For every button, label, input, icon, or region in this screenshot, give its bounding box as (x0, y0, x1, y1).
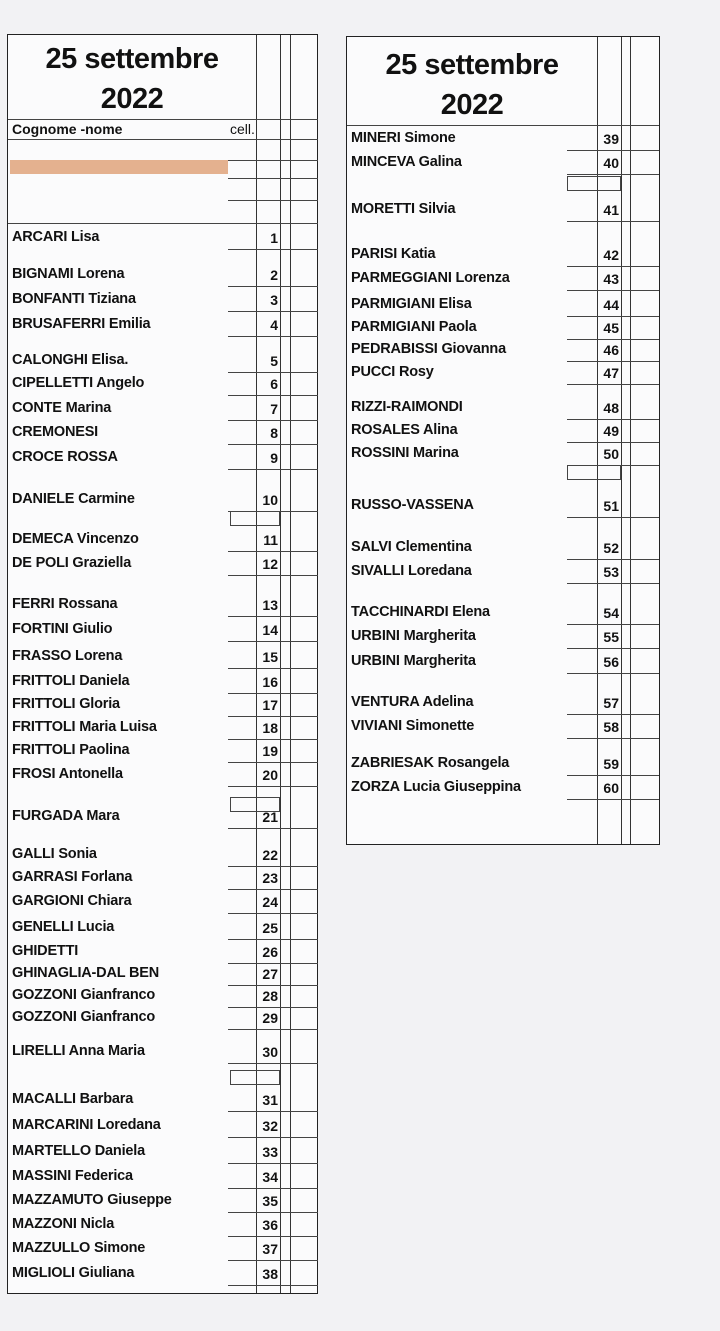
cell-number: 21 (262, 809, 278, 825)
person-name: DEMECA Vincenzo (12, 531, 139, 547)
person-name: GHIDETTI (12, 943, 79, 959)
row-divider (567, 624, 659, 625)
cell-number: 7 (270, 401, 278, 417)
person-name: MARCARINI Loredana (12, 1117, 161, 1133)
row-divider (228, 1111, 318, 1112)
person-name: GALLI Sonia (12, 846, 97, 862)
row-divider (228, 1029, 318, 1030)
row-divider (567, 384, 659, 385)
cell-number: 56 (603, 654, 619, 670)
row-divider (228, 249, 318, 250)
person-name: ZORZA Lucia Giuseppina (351, 779, 521, 795)
cell-number: 58 (603, 719, 619, 735)
person-name: GHINAGLIA-DAL BEN (12, 965, 159, 981)
row-divider (228, 828, 318, 829)
cell-number: 23 (262, 870, 278, 886)
person-name: MASSINI Federica (12, 1168, 133, 1184)
person-name: CIPELLETTI Angelo (12, 375, 145, 391)
person-name: DANIELE Carmine (12, 491, 135, 507)
row-divider (567, 648, 659, 649)
row-divider (228, 420, 318, 421)
person-name: PARISI Katia (351, 246, 436, 262)
row-divider (567, 442, 659, 443)
empty-cell-box (230, 797, 280, 812)
cell-number: 30 (262, 1044, 278, 1060)
person-name: GENELLI Lucia (12, 919, 115, 935)
person-name: BIGNAMI Lorena (12, 266, 125, 282)
cell-number: 48 (603, 400, 619, 416)
cell-number: 10 (262, 492, 278, 508)
row-divider (567, 290, 659, 291)
person-name: FRITTOLI Daniela (12, 673, 130, 689)
person-name: URBINI Margherita (351, 653, 476, 669)
row-divider (567, 775, 659, 776)
header-divider (347, 125, 659, 126)
cell-number: 41 (603, 202, 619, 218)
person-name: MAZZULLO Simone (12, 1240, 146, 1256)
cell-number: 57 (603, 695, 619, 711)
person-name: SIVALLI Loredana (351, 563, 472, 579)
person-name: VENTURA Adelina (351, 694, 474, 710)
cell-number: 17 (262, 697, 278, 713)
row-divider (228, 1137, 318, 1138)
cell-number: 44 (603, 297, 619, 313)
person-name: PEDRABISSI Giovanna (351, 341, 506, 357)
person-name: FRITTOLI Paolina (12, 742, 130, 758)
person-name: PARMIGIANI Elisa (351, 296, 472, 312)
person-name: FRITTOLI Maria Luisa (12, 719, 157, 735)
row-divider (8, 139, 318, 140)
row-divider (228, 641, 318, 642)
row-divider (228, 1285, 318, 1286)
person-name: MAZZONI Nicla (12, 1216, 115, 1232)
cell-number: 50 (603, 446, 619, 462)
person-name: MINERI Simone (351, 130, 456, 146)
cell-number: 13 (262, 597, 278, 613)
cell-number: 54 (603, 605, 619, 621)
row-divider (228, 286, 318, 287)
person-name: GARGIONI Chiara (12, 893, 132, 909)
row-divider (567, 583, 659, 584)
row-divider (228, 1163, 318, 1164)
person-name: FROSI Antonella (12, 766, 123, 782)
cell-number: 12 (262, 556, 278, 572)
cell-number: 35 (262, 1193, 278, 1209)
row-divider (228, 469, 318, 470)
cell-number: 59 (603, 756, 619, 772)
left-sheet (7, 34, 318, 1294)
person-name: CALONGHI Elisa. (12, 352, 129, 368)
row-divider (567, 221, 659, 222)
person-name: PUCCI Rosy (351, 364, 434, 380)
column-divider (630, 37, 631, 844)
person-name: LIRELLI Anna Maria (12, 1043, 145, 1059)
person-name: PARMIGIANI Paola (351, 319, 477, 335)
row-divider (228, 575, 318, 576)
header-divider (8, 119, 318, 120)
person-name: BONFANTI Tiziana (12, 291, 136, 307)
cell-number: 34 (262, 1169, 278, 1185)
row-divider (228, 1236, 318, 1237)
person-name: ROSSINI Marina (351, 445, 459, 461)
row-divider (228, 1007, 318, 1008)
person-name: ROSALES Alina (351, 422, 458, 438)
person-name: MINCEVA Galina (351, 154, 462, 170)
cell-number: 53 (603, 564, 619, 580)
row-divider (567, 339, 659, 340)
cell-number: 36 (262, 1217, 278, 1233)
cell-number: 32 (262, 1118, 278, 1134)
row-divider (228, 1188, 318, 1189)
row-divider (228, 200, 318, 201)
row-divider (228, 963, 318, 964)
cell-number: 52 (603, 540, 619, 556)
cell-number: 26 (262, 944, 278, 960)
cell-number: 14 (262, 622, 278, 638)
sheet-title-line2: 2022 (100, 83, 164, 115)
row-divider (228, 913, 318, 914)
cell-number: 6 (270, 376, 278, 392)
row-divider (567, 174, 659, 175)
row-divider (228, 762, 318, 763)
row-divider (228, 395, 318, 396)
cell-number: 38 (262, 1266, 278, 1282)
row-divider (228, 985, 318, 986)
row-divider (228, 668, 318, 669)
row-divider (567, 714, 659, 715)
person-name: FRASSO Lorena (12, 648, 123, 664)
cell-number: 8 (270, 425, 278, 441)
sheet-title-line1: 25 settembre (385, 49, 559, 81)
row-divider (228, 693, 318, 694)
row-divider (228, 1260, 318, 1261)
cell-number: 31 (262, 1092, 278, 1108)
row-divider (228, 311, 318, 312)
cell-number: 15 (262, 649, 278, 665)
cell-number: 40 (603, 155, 619, 171)
person-name: ZABRIESAK Rosangela (351, 755, 510, 771)
row-divider (228, 939, 318, 940)
person-name: TACCHINARDI Elena (351, 604, 490, 620)
row-divider (567, 150, 659, 151)
person-name: FRITTOLI Gloria (12, 696, 120, 712)
row-divider (567, 738, 659, 739)
cell-number: 47 (603, 365, 619, 381)
empty-cell-box (567, 176, 621, 191)
person-name: FORTINI Giulio (12, 621, 113, 637)
person-name: URBINI Margherita (351, 628, 476, 644)
cell-number: 51 (603, 498, 619, 514)
person-name: ARCARI Lisa (12, 229, 100, 245)
person-name: MARTELLO Daniela (12, 1143, 145, 1159)
row-divider (228, 716, 318, 717)
row-divider (567, 316, 659, 317)
row-divider (567, 419, 659, 420)
empty-cell-box (567, 465, 621, 480)
cell-number: 9 (270, 450, 278, 466)
sheet-title-line2: 2022 (440, 89, 504, 121)
cell-number: 19 (262, 743, 278, 759)
cell-number: 20 (262, 767, 278, 783)
sheet-title-line1: 25 settembre (45, 43, 219, 75)
person-name: MIGLIOLI Giuliana (12, 1265, 135, 1281)
cell-number: 43 (603, 271, 619, 287)
person-name: GARRASI Forlana (12, 869, 133, 885)
highlighted-row (10, 160, 228, 174)
row-divider (228, 444, 318, 445)
person-name: PARMEGGIANI Lorenza (351, 270, 510, 286)
cell-number: 33 (262, 1144, 278, 1160)
cell-number: 49 (603, 423, 619, 439)
person-name: VIVIANI Simonette (351, 718, 475, 734)
row-divider (228, 372, 318, 373)
person-name: MORETTI Silvia (351, 201, 456, 217)
row-divider (228, 866, 318, 867)
row-divider (567, 799, 659, 800)
row-divider (567, 673, 659, 674)
cell-number: 2 (270, 267, 278, 283)
cell-number: 5 (270, 353, 278, 369)
row-divider (228, 1212, 318, 1213)
cell-number: 18 (262, 720, 278, 736)
cell-number: 39 (603, 131, 619, 147)
person-name: FURGADA Mara (12, 808, 120, 824)
row-divider (228, 336, 318, 337)
cell-number: 24 (262, 894, 278, 910)
cell-number: 46 (603, 342, 619, 358)
empty-cell-box (230, 511, 280, 526)
column-divider (621, 37, 622, 844)
cell-number: 16 (262, 674, 278, 690)
row-divider (228, 178, 318, 179)
cell-number: 28 (262, 988, 278, 1004)
person-name: CREMONESI (12, 424, 99, 440)
person-name: BRUSAFERRI Emilia (12, 316, 151, 332)
column-header-cell: cell. (230, 121, 255, 137)
cell-number: 60 (603, 780, 619, 796)
cell-number: 29 (262, 1010, 278, 1026)
row-divider (228, 889, 318, 890)
cell-number: 1 (270, 230, 278, 246)
cell-number: 22 (262, 847, 278, 863)
row-divider (567, 266, 659, 267)
person-name: FERRI Rossana (12, 596, 118, 612)
cell-number: 37 (262, 1241, 278, 1257)
person-name: DE POLI Graziella (12, 555, 132, 571)
row-divider (228, 739, 318, 740)
cell-number: 27 (262, 966, 278, 982)
row-divider (228, 551, 318, 552)
person-name: RIZZI-RAIMONDI (351, 399, 463, 415)
cell-number: 11 (263, 532, 278, 548)
person-name: MAZZAMUTO Giuseppe (12, 1192, 172, 1208)
person-name: GOZZONI Gianfranco (12, 987, 156, 1003)
row-divider (228, 1063, 318, 1064)
right-sheet (346, 36, 660, 845)
row-divider (567, 361, 659, 362)
empty-cell-box (230, 1070, 280, 1085)
cell-number: 45 (603, 320, 619, 336)
cell-number: 42 (603, 247, 619, 263)
cell-number: 55 (603, 629, 619, 645)
cell-number: 3 (270, 292, 278, 308)
row-divider (228, 786, 318, 787)
column-header-name: Cognome -nome (12, 121, 123, 137)
person-name: CONTE Marina (12, 400, 112, 416)
person-name: CROCE ROSSA (12, 449, 118, 465)
cell-number: 25 (262, 920, 278, 936)
person-name: RUSSO-VASSENA (351, 497, 474, 513)
cell-number: 4 (270, 317, 278, 333)
person-name: MACALLI Barbara (12, 1091, 134, 1107)
row-divider (228, 160, 318, 161)
row-divider (228, 616, 318, 617)
row-divider (8, 223, 318, 224)
row-divider (567, 559, 659, 560)
person-name: SALVI Clementina (351, 539, 472, 555)
person-name: GOZZONI Gianfranco (12, 1009, 156, 1025)
row-divider (567, 517, 659, 518)
